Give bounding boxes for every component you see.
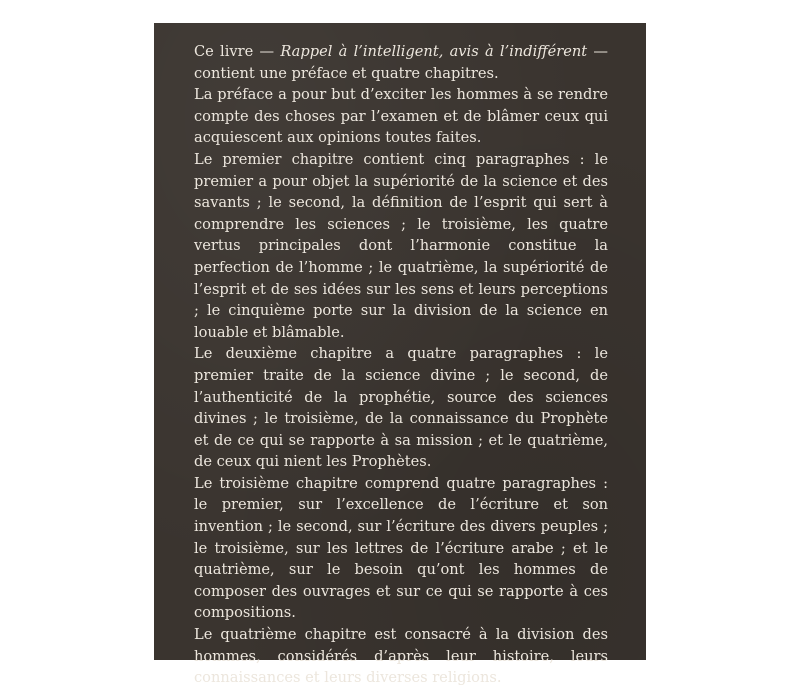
intro-lead: Ce livre — (194, 43, 281, 60)
chapter-one-paragraph: Le premier chapitre contient cinq paragraphes : le premier a pour objet la supériorité de la science et des savants ; le second, la définition de l’esprit qui sert à comprendre les sciences ; le troisième, les quatre vertus principales dont l’harmonie constitue la perfection de l’homme ; le quatrième, la supériorité de l’esprit et de ses idées sur les sens et leurs perceptions ; le cinquième porte sur la division de la science en louable et blâmable. (194, 150, 608, 341)
intro-tail: — contient une préface et quatre chapitres. (194, 43, 609, 82)
book-page (154, 23, 646, 687)
chapter-two-paragraph: Le deuxième chapitre a quatre paragraphes : le premier traite de la science divine ; le second, de l’authenticité de la prophétie, source des sciences divines ; le troisième, de la connaissance du Prophète et de ce qui se rapporte à sa mission ; et le quatrième, de ceux qui nient les Prophètes. (194, 345, 608, 471)
preface-paragraph: La préface a pour but d’exciter les hommes à se rendre compte des choses par l’examen et de blâmer ceux qui acquiescent aux opinions toutes faites. (194, 86, 608, 147)
book-title: Rappel à l’intelligent, avis à l’indifférent (280, 43, 588, 60)
chapter-three-paragraph: Le troisième chapitre comprend quatre paragraphes : le premier, sur l’excellence de l’écriture et son invention ; le second, sur l’écriture des divers peuples ; le troisième, sur les lettres de l’écriture arabe ; et le quatrième, sur le besoin qu’ont les hommes de composer des ouvrages et sur ce qui se rapporte à ces compositions. (194, 474, 608, 622)
intro-paragraph (194, 41, 608, 84)
chapter-four-paragraph: Le quatrième chapitre est consacré à la division des hommes, considérés d’après leur histoire, leurs connaissances et leurs diverses religions. (194, 626, 608, 687)
